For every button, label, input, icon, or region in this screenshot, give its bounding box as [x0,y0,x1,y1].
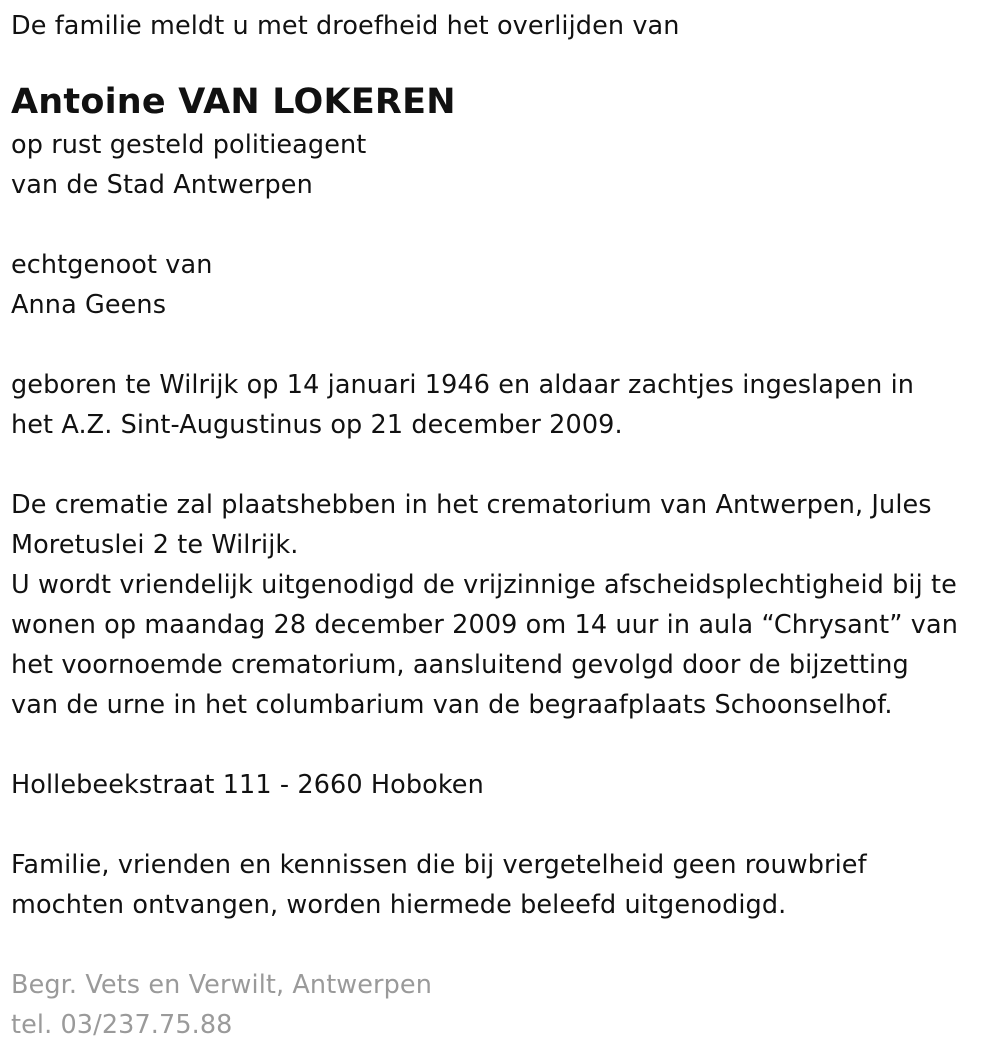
spacer [11,805,1000,845]
occupation-line-1: op rust gesteld politieagent [11,130,367,160]
birth-death-line: het A.Z. Sint-Augustinus op 21 december 2009. [11,410,623,440]
intro-text: De familie meldt u met droefheid het overlijden van [11,11,680,41]
spacer [11,205,1000,245]
spacer [11,325,1000,365]
invitation-line: mochten ontvangen, worden hiermede beleefd uitgenodigd. [11,890,787,920]
spacer [11,925,1000,965]
spacer [11,445,1000,485]
ceremony-line: De crematie zal plaatshebben in het crematorium van Antwerpen, Jules [11,490,932,520]
spacer [11,725,1000,765]
ceremony-line: het voornoemde crematorium, aansluitend gevolgd door de bijzetting [11,650,909,680]
spouse-name: Anna Geens [11,290,167,320]
ceremony-line: van de urne in het columbarium van de begraafplaats Schoonselhof. [11,690,893,720]
invitation-line: Familie, vrienden en kennissen die bij vergetelheid geen rouwbrief [11,850,867,880]
spouse-label: echtgenoot van [11,250,213,280]
ceremony-line: U wordt vriendelijk uitgenodigd de vrijzinnige afscheidsplechtigheid bij te [11,570,957,600]
ceremony-line: Moretuslei 2 te Wilrijk. [11,530,299,560]
birth-death-line: geboren te Wilrijk op 14 januari 1946 en aldaar zachtjes ingeslapen in [11,370,915,400]
undertaker-name: Begr. Vets en Verwilt, Antwerpen [11,970,432,1000]
deceased-name: Antoine VAN LOKEREN [11,82,456,122]
address-text: Hollebeekstraat 111 - 2660 Hoboken [11,770,484,800]
undertaker-phone: tel. 03/237.75.88 [11,1010,233,1040]
ceremony-line: wonen op maandag 28 december 2009 om 14 uur in aula “Chrysant” van [11,610,958,640]
occupation-line-2: van de Stad Antwerpen [11,170,313,200]
